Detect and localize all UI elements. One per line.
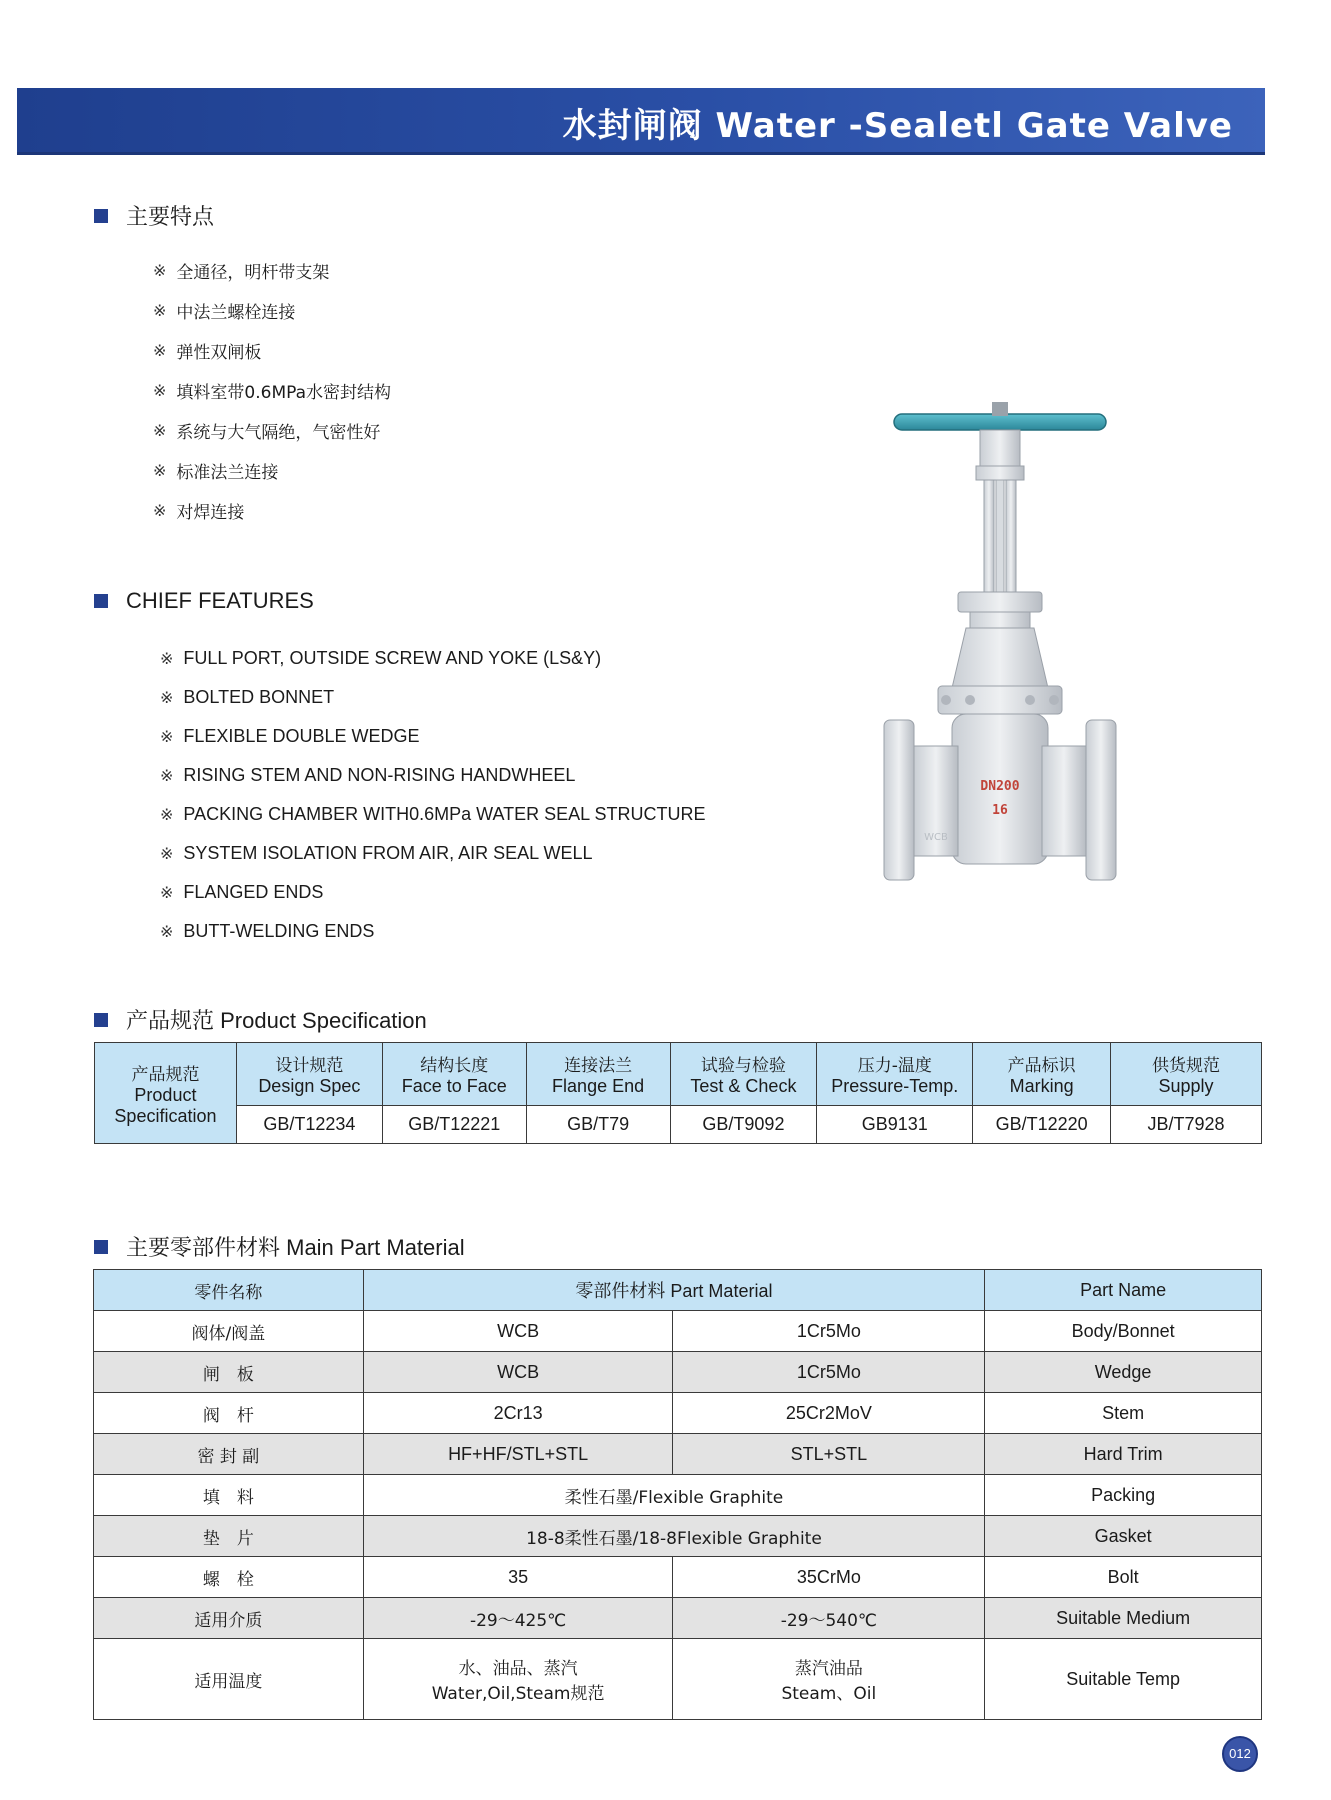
list-item: ※ RISING STEM AND NON-RISING HANDWHEEL — [160, 765, 576, 785]
spec-value: GB/T12234 — [236, 1106, 382, 1144]
list-item: ※ 对焊连接 — [153, 500, 245, 523]
spec-col-header: 设计规范 Design Spec — [236, 1043, 382, 1106]
material-header-part-cn: 零件名称 — [94, 1270, 364, 1311]
spec-col-header: 试验与检验 Test & Check — [670, 1043, 817, 1106]
table-row: 适用温度 水、油品、蒸汽 Water,Oil,Steam规范 蒸汽油品 Steam、Oil Suitable Temp — [94, 1639, 1262, 1720]
material-header-part-en: Part Name — [985, 1270, 1262, 1311]
list-item: ※ 弹性双闸板 — [153, 340, 262, 363]
spec-value: GB/T79 — [526, 1106, 670, 1144]
material-header-material: 零部件材料 Part Material — [363, 1270, 985, 1311]
spec-heading: 产品规范 Product Specification — [94, 1004, 427, 1035]
title-banner — [17, 88, 1265, 155]
spec-col-header: 连接法兰 Flange End — [526, 1043, 670, 1106]
table-row: 螺 栓 35 35CrMo Bolt — [94, 1557, 1262, 1598]
table-row: 适用介质 -29～425℃ -29～540℃ Suitable Medium — [94, 1598, 1262, 1639]
features-en-heading: CHIEF FEATURES — [94, 588, 314, 614]
features-cn-heading: 主要特点 — [94, 200, 214, 231]
table-row: 垫 片 18-8柔性石墨/18-8Flexible Graphite Gasket — [94, 1516, 1262, 1557]
list-item: ※ BOLTED BONNET — [160, 687, 335, 707]
spec-value: GB/T12221 — [382, 1106, 526, 1144]
table-row: 密 封 副 HF+HF/STL+STL STL+STL Hard Trim — [94, 1434, 1262, 1475]
spec-value: GB/T12220 — [973, 1106, 1111, 1144]
list-item: ※ FULL PORT, OUTSIDE SCREW AND YOKE (LS&Y) — [160, 648, 602, 668]
section-bullet-icon — [94, 594, 108, 608]
spec-col-header: 压力-温度 Pressure-Temp. — [817, 1043, 973, 1106]
list-item: ※ 填料室带0.6MPa水密封结构 — [153, 380, 392, 403]
section-bullet-icon — [94, 1240, 108, 1254]
valve-marking-dn: DN200 — [980, 779, 1020, 794]
spec-value: GB9131 — [817, 1106, 973, 1144]
product-spec-table — [94, 1042, 1262, 1144]
material-table — [93, 1269, 1262, 1720]
section-bullet-icon — [94, 209, 108, 223]
list-item: ※ SYSTEM ISOLATION FROM AIR, AIR SEAL WELL — [160, 843, 593, 863]
spec-col-header: 供货规范 Supply — [1111, 1043, 1262, 1106]
list-item: ※ 全通径，明杆带支架 — [153, 260, 330, 283]
list-item: ※ PACKING CHAMBER WITH0.6MPa WATER SEAL STRUCTURE — [160, 804, 706, 824]
features-cn-list — [153, 250, 391, 530]
list-item: ※ 标准法兰连接 — [153, 460, 279, 483]
valve-marking-pn: 16 — [992, 803, 1008, 818]
valve-marking-material: WCB — [924, 832, 948, 843]
table-row: 填 料 柔性石墨/Flexible Graphite Packing — [94, 1475, 1262, 1516]
gate-valve-image — [880, 400, 1120, 900]
list-item: ※ 系统与大气隔绝，气密性好 — [153, 420, 381, 443]
table-row: 阀体/阀盖 WCB 1Cr5Mo Body/Bonnet — [94, 1311, 1262, 1352]
list-item: ※ 中法兰螺栓连接 — [153, 300, 296, 323]
spec-row-header: 产品规范 Product Specification — [95, 1043, 237, 1144]
spec-value: JB/T7928 — [1111, 1106, 1262, 1144]
page-number: 012 — [1222, 1736, 1258, 1772]
list-item: ※ BUTT-WELDING ENDS — [160, 921, 375, 941]
material-heading: 主要零部件材料 Main Part Material — [94, 1231, 465, 1262]
page-title: 水封闸阀 Water -Sealetl Gate Valve — [562, 106, 1233, 146]
list-item: ※ FLANGED ENDS — [160, 882, 324, 902]
list-item: ※ FLEXIBLE DOUBLE WEDGE — [160, 726, 420, 746]
spec-col-header: 结构长度 Face to Face — [382, 1043, 526, 1106]
spec-value: GB/T9092 — [670, 1106, 817, 1144]
spec-col-header: 产品标识 Marking — [973, 1043, 1111, 1106]
section-bullet-icon — [94, 1013, 108, 1027]
table-row: 阀 杆 2Cr13 25Cr2MoV Stem — [94, 1393, 1262, 1434]
features-en-list — [160, 639, 705, 951]
table-row: 闸 板 WCB 1Cr5Mo Wedge — [94, 1352, 1262, 1393]
